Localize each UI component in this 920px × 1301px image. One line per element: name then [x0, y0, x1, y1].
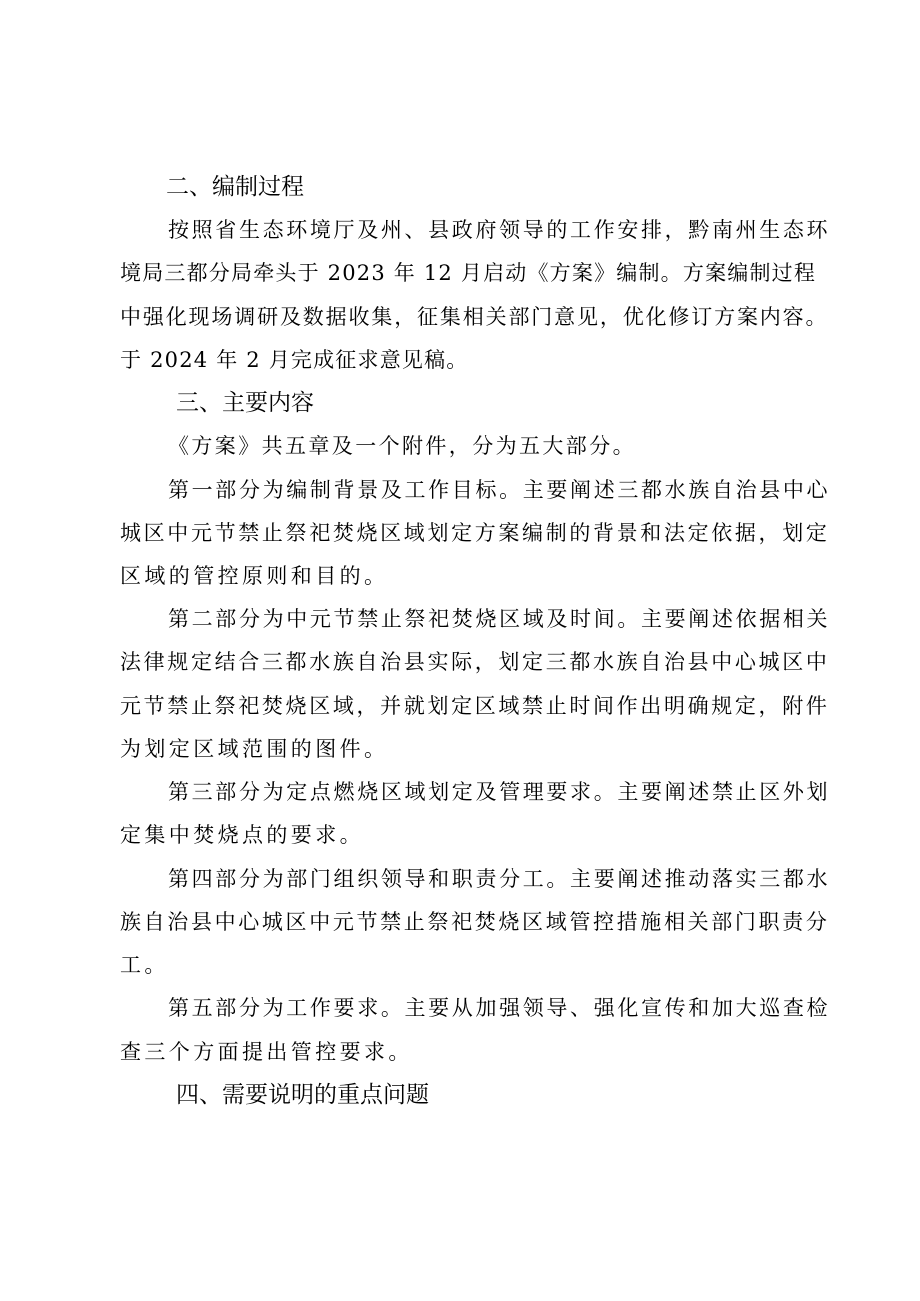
paragraph-line: 元节禁止祭祀焚烧区域，并就划定区域禁止时间作出明确规定，附件 — [120, 694, 830, 718]
paragraph-line: 第一部分为编制背景及工作目标。主要阐述三都水族自治县中心 — [168, 478, 831, 502]
paragraph-line: 第五部分为工作要求。主要从加强领导、强化宣传和加大巡查检 — [168, 996, 831, 1020]
paragraph-line: 按照省生态环境厅及州、县政府领导的工作安排，黔南州生态环 — [168, 218, 831, 242]
paragraph-line: 族自治县中心城区中元节禁止祭祀焚烧区域管控措施相关部门职责分 — [120, 910, 830, 934]
section-heading-2: 二、编制过程 — [166, 174, 304, 200]
section-heading-3: 三、主要内容 — [176, 390, 314, 416]
paragraph-line: 定集中焚烧点的要求。 — [120, 823, 364, 847]
paragraph-line: 查三个方面提出管控要求。 — [120, 1040, 413, 1064]
paragraph-line: 城区中元节禁止祭祀焚烧区域划定方案编制的背景和法定依据，划定 — [120, 521, 830, 545]
paragraph-line: 为划定区域范围的图件。 — [120, 737, 389, 761]
section-heading-4: 四、需要说明的重点问题 — [176, 1082, 429, 1108]
paragraph-line: 第三部分为定点燃烧区域划定及管理要求。主要阐述禁止区外划 — [168, 780, 831, 804]
paragraph-line: 于 2024 年 2 月完成征求意见稿。 — [120, 348, 469, 372]
paragraph-line: 境局三都分局牵头于 2023 年 12 月启动《方案》编制。方案编制过程 — [120, 261, 817, 285]
paragraph-line: 工。 — [120, 953, 169, 977]
section3-intro: 《方案》共五章及一个附件，分为五大部分。 — [168, 434, 636, 458]
paragraph-line: 法律规定结合三都水族自治县实际，划定三都水族自治县中心城区中 — [120, 650, 830, 674]
paragraph-line: 中强化现场调研及数据收集，征集相关部门意见，优化修订方案内容。 — [120, 305, 829, 329]
paragraph-line: 第四部分为部门组织领导和职责分工。主要阐述推动落实三都水 — [168, 867, 831, 891]
paragraph-line: 第二部分为中元节禁止祭祀焚烧区域及时间。主要阐述依据相关 — [168, 607, 831, 631]
paragraph-line: 区域的管控原则和目的。 — [120, 564, 389, 588]
